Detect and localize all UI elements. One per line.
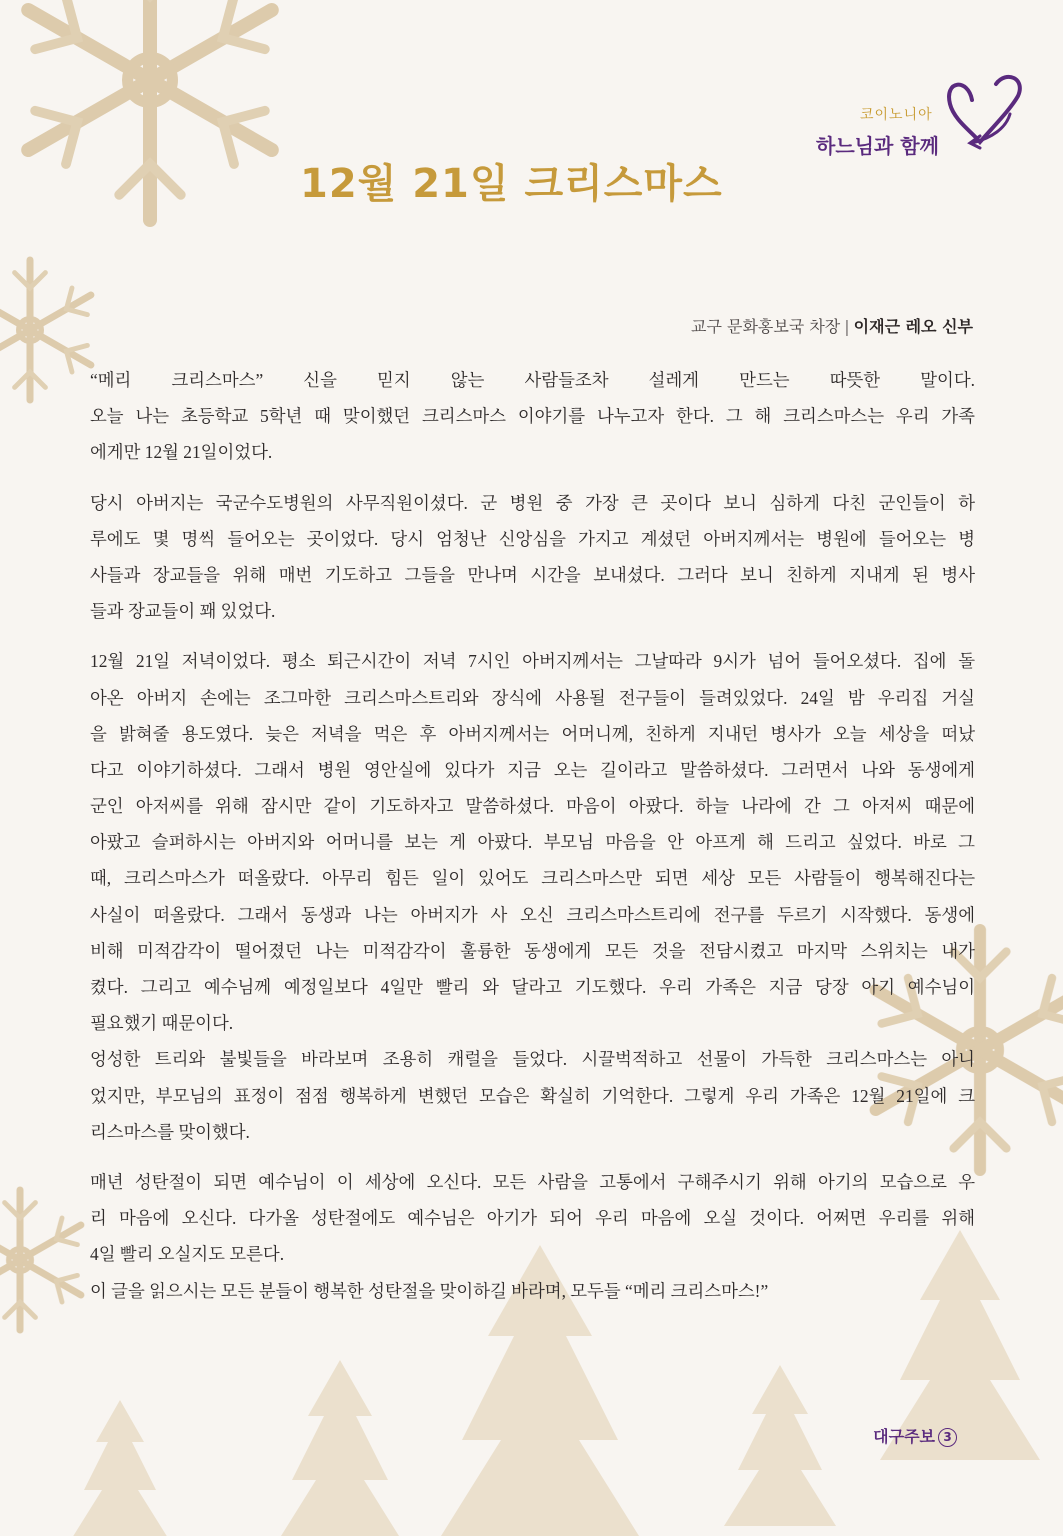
page-number: 3 (938, 1428, 957, 1447)
text-line: 비해 미적감각이 떨어졌던 나는 미적감각이 훌륭한 동생에게 모든 것을 전담시켰고 마지막 스위치는 내가 (90, 940, 975, 961)
koinonia-badge (800, 70, 1030, 160)
text-line: 매년 성탄절이 되면 예수님이 이 세상에 오신다. 모든 사람을 고통에서 구해주시기 위해 아기의 모습으로 우 (90, 1171, 975, 1192)
text-line: 사실이 떠올랐다. 그래서 동생과 나는 아버지가 사 오신 크리스마스트리에 전구를 두르기 시작했다. 동생에 (90, 904, 975, 925)
text-line: 4일 빨리 오실지도 모른다. (90, 1244, 285, 1265)
text-line: 에게만 12월 21일이었다. (90, 442, 273, 463)
text-line: 아온 아버지 손에는 조그마한 크리스마스트리와 장식에 사용될 전구들이 들려있었다. 24일 밤 우리집 거실 (90, 687, 975, 708)
text-line: 었지만, 부모님의 표정이 점점 행복하게 변했던 모습은 확실히 기억한다. 그렇게 우리 가족은 12월 21일에 크 (90, 1085, 975, 1106)
author-role: 교구 문화홍보국 차장 (690, 317, 841, 336)
page-footer (873, 1424, 957, 1447)
text-line: 오늘 나는 초등학교 5학년 때 맞이했던 크리스마스 이야기를 나누고자 한다. 그 해 크리스마스는 우리 가족 (90, 406, 975, 427)
footer-label: 대구주보 (873, 1427, 935, 1446)
badge-main-text: 하느님과 함께 (816, 134, 939, 158)
text-line: 12월 21일 저녁이었다. 평소 퇴근시간이 저녁 7시인 아버지께서는 그날따라 9시가 넘어 들어오셨다. 집에 돌 (90, 651, 975, 672)
paragraph (90, 362, 975, 471)
text-line: 아팠고 슬퍼하시는 아버지와 어머니를 보는 게 아팠다. 부모님 마음을 안 아프게 해 드리고 싶었다. 바로 그 (90, 832, 975, 853)
paragraph (90, 485, 975, 630)
text-line: 사들과 장교들을 위해 매번 기도하고 그들을 만나며 시간을 보내셨다. 그러다 보니 친하게 지내게 된 병사 (90, 564, 975, 585)
page-title: 12월 21일 크리스마스 (300, 161, 723, 207)
text-line: 루에도 몇 명씩 들어오는 곳이었다. 당시 엄청난 신앙심을 가지고 계셨던 아버지께서는 병원에 들어오는 병 (90, 528, 975, 549)
byline (691, 314, 973, 337)
badge-small-text: 코이노니아 (860, 107, 933, 123)
text-line: 이 글을 읽으시는 모든 분들이 행복한 성탄절을 맞이하길 바라며, 모두들 “메리 크리스마스!” (90, 1280, 769, 1301)
text-line: 리 마음에 오신다. 다가올 성탄절에도 예수님은 아기가 되어 우리 마음에 오실 것이다. 어쩌면 우리를 위해 (90, 1208, 975, 1229)
paragraph (90, 643, 975, 1150)
text-line: 을 밝혀줄 용도였다. 늦은 저녁을 먹은 후 아버지께서는 어머니께, 친하게 지내던 병사가 오늘 세상을 떠났 (90, 723, 975, 744)
text-line: 엉성한 트리와 불빛들을 바라보며 조용히 캐럴을 들었다. 시끌벅적하고 선물이 가득한 크리스마스는 아니 (90, 1049, 975, 1070)
text-line: 때, 크리스마스가 떠올랐다. 아무리 힘든 일이 있어도 크리스마스만 되면 세상 모든 사람들이 행복해진다는 (90, 868, 975, 889)
byline-separator: | (844, 317, 850, 336)
text-line: 필요했기 때문이다. (90, 1013, 234, 1034)
text-line: 다고 이야기하셨다. 그래서 병원 영안실에 있다가 지금 오는 길이라고 말씀하셨다. 그러면서 나와 동생에게 (90, 759, 975, 780)
text-line: 켰다. 그리고 예수님께 예정일보다 4일만 빨리 와 달라고 기도했다. 우리 가족은 지금 당장 아기 예수님이 (90, 977, 975, 997)
text-line: 들과 장교들이 꽤 있었다. (90, 601, 276, 622)
text-line: 당시 아버지는 국군수도병원의 사무직원이셨다. 군 병원 중 가장 큰 곳이다 보니 심하게 다친 군인들이 하 (90, 492, 975, 513)
text-line: “메리 크리스마스” 신을 믿지 않는 사람들조차 설레게 만드는 따뜻한 말이다. (90, 370, 975, 390)
paragraph (90, 1164, 975, 1309)
author-name: 이재근 레오 신부 (853, 317, 973, 336)
article-body (90, 362, 975, 1323)
text-line: 리스마스를 맞이했다. (90, 1121, 250, 1142)
text-line: 군인 아저씨를 위해 잠시만 같이 기도하자고 말씀하셨다. 마음이 아팠다. 하늘 나라에 간 그 아저씨 때문에 (90, 796, 975, 817)
